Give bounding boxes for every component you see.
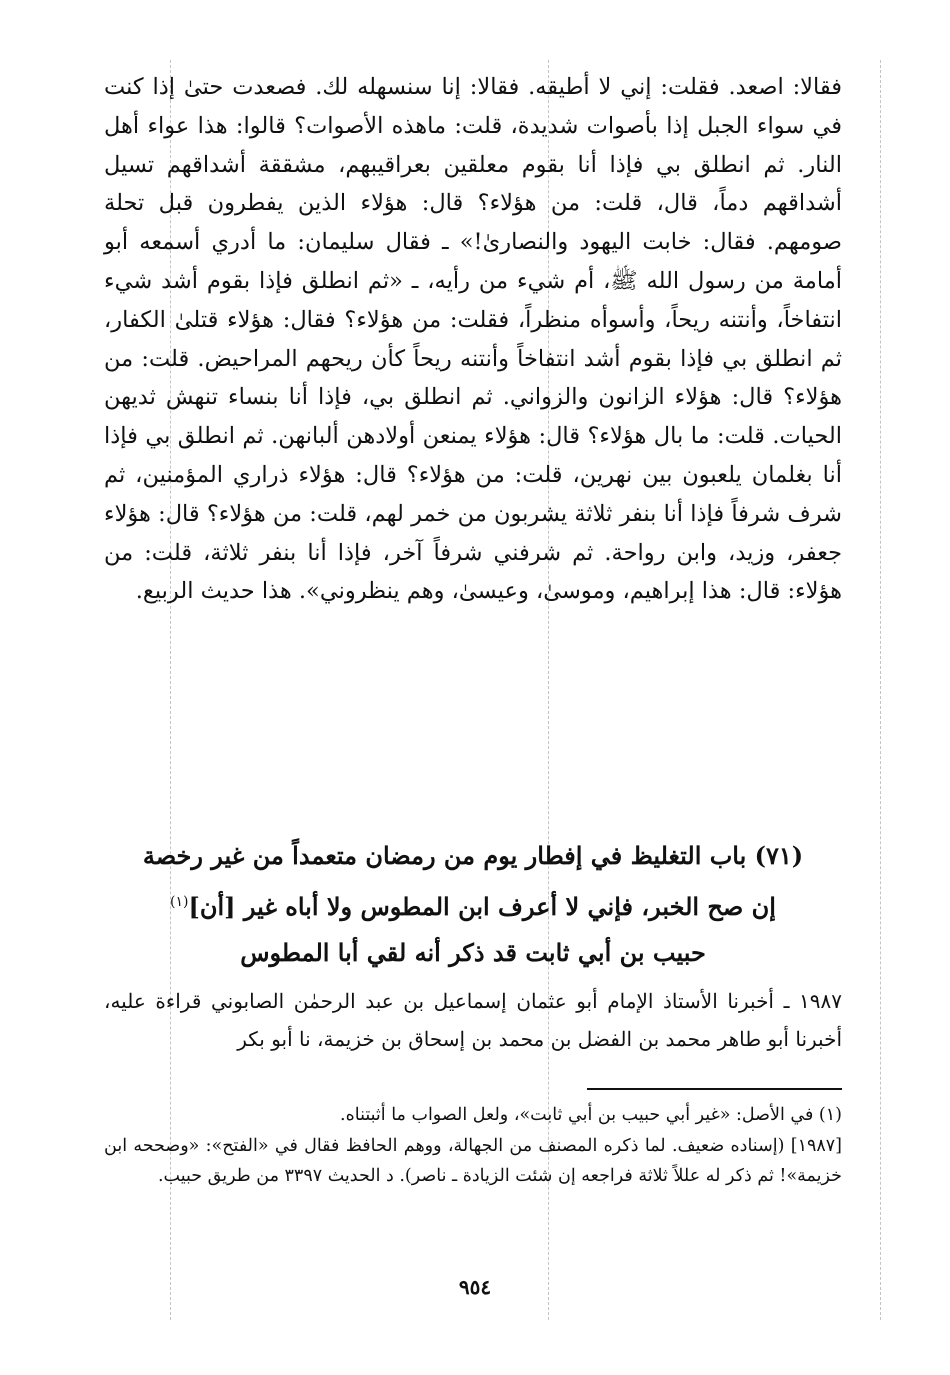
footnote-marker[interactable]: (١) — [170, 894, 189, 910]
footnotes — [104, 1100, 842, 1192]
scan-guide-line — [880, 60, 881, 1320]
chapter-heading-text: إن صح الخبر، فإني لا أعرف ابن المطوس ولا أباه غير [أن] — [188, 892, 776, 921]
chapter-heading-line — [104, 879, 842, 930]
narration-paragraph: فقالا: اصعد. فقلت: إني لا أطيقه. فقالا: إنا سنسهله لك. فصعدت حتىٰ إذا كنت في سواء الجبل إذا بأصوات شديدة، قلت: ماهذه الأصوات؟ قالوا: هذا عواء أهل النار. ثم انطلق بي فإذا أنا بقوم معلقين بعراقيبهم، مشققة أشداقهم تسيل أشداقهم دماً، قال، قلت: من هؤلاء؟ قال: هؤلاء الذين يفطرون قبل تحلة صومهم. فقال: خابت اليهود والنصارىٰ!» ـ فقال سليمان: ما أدري أسمعه أبو أمامة من رسول الله ﷺ، أم شيء من رأيه، ـ «ثم انطلق فإذا بقوم أشد شيء انتفاخاً، وأنتنه ريحاً، وأسوأه منظراً، فقلت: من هؤلاء؟ فقال: هؤلاء قتلىٰ الكفار، ثم انطلق بي فإذا بقوم أشد انتفاخاً وأنتنه ريحاً كأن ريحهم المراحيض. قلت: من هؤلاء؟ قال: هؤلاء الزانون والزواني. ثم انطلق بي، فإذا أنا بنساء تنهش ثديهن الحيات. قلت: ما بال هؤلاء؟ قال: هؤلاء يمنعن أولادهن ألبانهن. ثم انطلق بي فإذا أنا بغلمان يلعبون بين نهرين، قلت: من هؤلاء؟ قال: هؤلاء ذراري المؤمنين، ثم شرف شرفاً فإذا أنا بنفر ثلاثة يشربون من خمر لهم، قلت: من هؤلاء؟ قال: هؤلاء جعفر، وزيد، وابن رواحة. ثم شرفني شرفاً آخر، فإذا أنا بنفر ثلاثة، قلت: من هؤلاء: قال: هذا إبراهيم، وموسىٰ، وعيسىٰ، وهم ينظروني». هذا حديث الربيع. — [104, 74, 842, 605]
page-number: ٩٥٤ — [458, 1275, 492, 1299]
chapter-heading-line: حبيب بن أبي ثابت قد ذكر أنه لقي أبا المطوس — [240, 938, 706, 967]
chapter-heading — [104, 833, 842, 976]
footnote-1987: [١٩٨٧] (إسناده ضعيف. لما ذكره المصنف من الجهالة، ووهم الحافظ فقال في «الفتح»: «وصححه ابن خزيمة»! ثم ذكر له عللاً ثلاثة فراجعه إن شئت الزيادة ـ ناصر). د الحديث ٣٣٩٧ من طريق حبيب. — [104, 1135, 842, 1186]
main-narration — [104, 68, 842, 611]
hadith-paragraph: ١٩٨٧ ـ أخبرنا الأستاذ الإمام أبو عثمان إسماعيل بن عبد الرحمٰن الصابوني قراءة عليه، أخبرنا أبو طاهر محمد بن الفضل بن محمد بن إسحاق بن خزيمة، نا أبو بكر — [104, 989, 842, 1051]
footnote-separator — [587, 1088, 842, 1090]
footnote-1: (١) في الأصل: «غير أبي حبيب بن أبي ثابت»، ولعل الصواب ما أثبتناه. — [340, 1105, 842, 1125]
hadith-1987 — [104, 982, 842, 1058]
chapter-heading-line: (٧١) باب التغليظ في إفطار يوم من رمضان متعمداً من غير رخصة — [142, 841, 804, 870]
